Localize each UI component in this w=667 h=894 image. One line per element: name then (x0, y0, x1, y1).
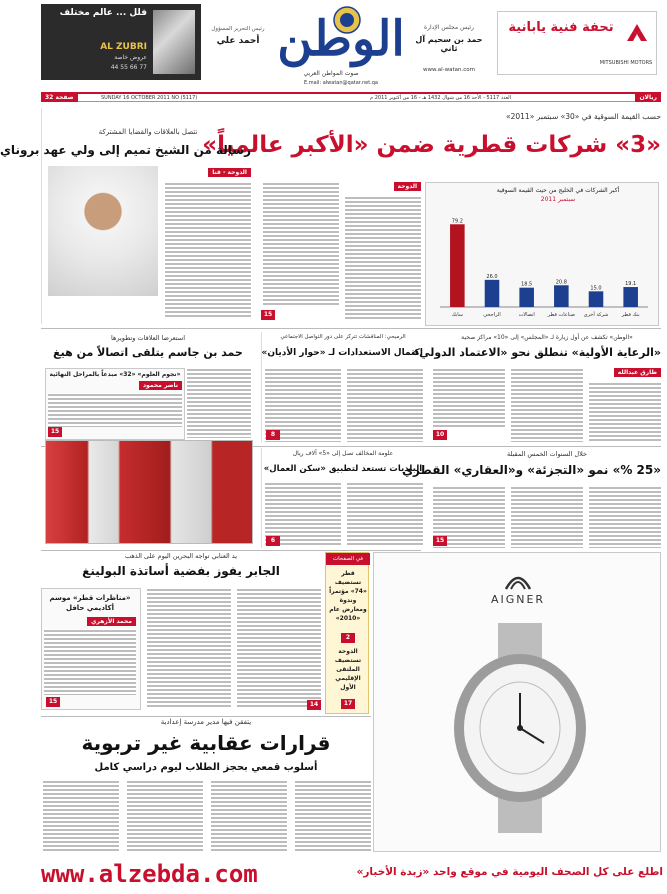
debate-box[interactable] (41, 588, 141, 710)
website[interactable]: www.al-watan.com (423, 67, 475, 73)
chart-value-label: 19.1 (625, 281, 637, 288)
mitsubishi-ad-text: تحفة فنية يابانية (508, 20, 614, 35)
footer-band (35, 858, 667, 894)
market-cap-chart (425, 182, 659, 326)
municipal-text-col1 (347, 482, 423, 546)
email: E.mail: alwatan@qatar.net.qa (303, 80, 379, 86)
hamad-story[interactable] (41, 332, 255, 442)
chart-category-label: شركة أخرى (583, 312, 609, 318)
chart-bar (519, 288, 534, 307)
lead-body (261, 182, 421, 322)
emir-photo (48, 166, 158, 296)
debate-text (44, 629, 136, 695)
chart-category-label: صناعات قطر (547, 312, 576, 318)
emir-headline: رسالة من الشيخ تميم إلى ولي عهد بروناي (0, 143, 251, 157)
pages-badge: صفحة 32 (41, 93, 78, 102)
sidebar-item2-page[interactable]: 17 (341, 699, 355, 709)
mitsubishi-logo-icon (624, 22, 650, 46)
chart-category-label: الراجحي (483, 312, 501, 318)
founder-name: حمد بن سحيم آل ثاني (415, 35, 483, 53)
lead-tag: الدوحة (394, 182, 421, 191)
zubri-line1: عروض خاصة (114, 54, 147, 61)
watch-icon (440, 623, 600, 833)
stars-headline: «نجوم العلوم» «32» مبدعاً بالمراحل النهائية (49, 371, 181, 378)
row-rule-3 (41, 550, 421, 551)
care-author-badge: طارق عبدالله (614, 368, 661, 377)
growth-text-col2 (511, 486, 583, 548)
chart-bar (485, 280, 500, 307)
lead-kicker: حسب القيمة السوقية في «30» سبتمبر «2011» (506, 112, 661, 121)
issue-line-en: SUNDAY 16 OCTOBER 2011 NO (5117) (101, 95, 198, 101)
school-text-col2 (211, 780, 287, 852)
sidebar-band: في الصفحات (326, 553, 370, 565)
school-headline: قرارات عقابية غير تربوية (81, 731, 331, 755)
hamad-text-col1 (187, 368, 251, 438)
school-text-col1 (295, 780, 371, 852)
emir-kicker: تتصل بالعلاقات والقضايا المشتركة (98, 128, 198, 136)
care-headline: «الرعاية الأولية» تنطلق نحو «الاعتماد الدولي» (411, 346, 661, 359)
editor-label: رئيس التحرير المسؤول (211, 26, 265, 32)
chart-value-label: 20.8 (555, 279, 567, 286)
newspaper-logo[interactable]: الوطن (277, 11, 405, 67)
school-kicker: يتفقن فيها مدير مدرسة إعدادية (160, 718, 252, 726)
stars-author: ناصر محمود (139, 381, 182, 390)
zubri-photo (153, 10, 195, 74)
sidebar-item1[interactable]: قطر تستضيف «74» مؤتمراً وندوة ومعارض عام «2010» (329, 570, 367, 622)
municipal-kicker: علومة المخالف تصل إلى «5» آلاف ريال (292, 450, 394, 457)
chart-value-label: 26.0 (486, 273, 498, 280)
tagline: صوت المواطن العربي (303, 70, 359, 77)
zubri-line2: 44 55 66 77 (110, 64, 147, 71)
stars-text (48, 393, 182, 427)
elections-kicker: الرميحي: المناقشات تتركز على دور التواصل الاجتماعي (280, 334, 406, 340)
hamad-headline: حمد بن جاسم يتلقى اتصالاً من هيغ (53, 346, 243, 359)
chart-bar (623, 287, 638, 307)
sports-text-col2 (147, 588, 231, 708)
sports-story[interactable] (41, 552, 321, 714)
elections-headline: اكتمال الاستعدادات لـ «حوار الأديان» (261, 348, 423, 358)
stars-page-number[interactable]: 15 (48, 427, 62, 437)
hamad-kicker: استعرضا العلاقات وتطويرها (110, 334, 186, 342)
sports-photo (45, 440, 253, 544)
chart-category-label: اتصالات (518, 312, 535, 318)
row-rule-4 (41, 716, 371, 717)
row-rule-1 (41, 328, 661, 329)
sidebar-item2[interactable]: الدوحة تستضيف الملتقى الإقليمي الأول (334, 648, 362, 691)
zubri-ad-title: فلل ... عالم مختلف (59, 8, 147, 18)
elections-text-col1 (347, 368, 423, 442)
school-text-col3 (127, 780, 203, 852)
care-text-col2 (511, 368, 583, 442)
chart-category-label: بنك قطر (621, 312, 640, 318)
chart-bar (554, 285, 569, 307)
elections-story[interactable] (261, 332, 427, 442)
municipal-page-number[interactable]: 6 (266, 536, 280, 546)
issue-line: العدد 5117 - الأحد 16 من شوال 1432 هـ - 16 من أكتوبر 2011 م (370, 95, 511, 101)
aigner-logo-icon (502, 571, 534, 591)
chart-value-label: 79.2 (451, 218, 463, 225)
care-text-col1 (589, 382, 661, 442)
care-text-col3 (433, 368, 505, 428)
school-text-col4 (43, 780, 119, 852)
care-author (601, 368, 661, 378)
emir-text (165, 182, 251, 318)
footer-slogan: اطلع على كل الصحف اليومية في موقع واحد «زبدة الأخبار» (356, 866, 663, 878)
editor-name: أحمد علي (216, 36, 260, 46)
elections-page-number[interactable]: 8 (266, 430, 280, 440)
chart-plot (426, 205, 658, 325)
sidebar-teasers (325, 552, 369, 714)
price-badge: ريالان (635, 93, 661, 102)
care-page-number[interactable]: 10 (433, 430, 447, 440)
aigner-brand: AIGNER (490, 593, 546, 606)
growth-kicker: خلال السنوات الخمس المقبلة (506, 450, 588, 458)
mitsubishi-ad[interactable] (497, 11, 657, 75)
sports-text-col1 (237, 588, 321, 708)
chart-subtitle: سبتمبر 2011 (540, 196, 576, 203)
sports-kicker: يد العنابي تواجه البحرين اليوم على الذهب (124, 552, 238, 560)
mitsubishi-brand: MITSUBISHI MOTORS (599, 60, 653, 66)
chart-value-label: 18.5 (521, 281, 533, 288)
masthead (35, 0, 667, 104)
growth-story[interactable] (402, 448, 661, 548)
care-story[interactable] (411, 332, 661, 442)
chart-value-label: 15.0 (590, 285, 602, 292)
debate-author: محمد الأزهري (87, 617, 136, 626)
lead-headline: «3» شركات قطرية ضمن «الأكبر عالمياً» (202, 132, 661, 158)
stars-box[interactable] (45, 368, 185, 440)
sports-page-number[interactable]: 14 (307, 700, 321, 710)
lead-page-number[interactable]: 15 (261, 310, 275, 320)
school-story[interactable] (41, 718, 371, 854)
lead-text-col1 (345, 196, 421, 320)
growth-text-col1 (589, 486, 661, 548)
founder-label: رئيس مجلس الإدارة (423, 24, 475, 31)
municipal-story[interactable] (261, 448, 427, 548)
chart-category-label: سابك (451, 312, 463, 318)
growth-page-number[interactable]: 15 (433, 536, 447, 546)
school-subheadline: أسلوب قمعي بحجز الطلاب ليوم دراسي كامل (94, 762, 318, 773)
footer-watermark[interactable]: www.alzebda.com (41, 860, 258, 888)
municipal-headline: البلديات تستعد لتطبيق «سكن العمال» (263, 464, 423, 474)
debate-page-number[interactable]: 15 (46, 697, 60, 707)
lead-text-col2 (263, 182, 339, 306)
sidebar-item1-page[interactable]: 2 (341, 633, 355, 643)
chart-title: أكبر الشركات في الخليج من حيث القيمة السوقية (496, 187, 620, 194)
chart-bar (589, 291, 604, 307)
chart-bar (450, 224, 465, 307)
care-kicker: «الوطن» تكشف عن أول زيارة لـ «المجلس» إلى «10» مراكز صحية (461, 334, 633, 341)
emir-tag: الدوحة - قنا (208, 168, 251, 177)
zubri-ad[interactable] (41, 4, 201, 80)
issue-strip (41, 92, 661, 102)
sports-headline: الجابر يفوز بفضية أساتذة البولينغ (82, 564, 280, 578)
zubri-brand: AL ZUBRI (100, 42, 147, 52)
aigner-ad[interactable] (373, 552, 661, 852)
emir-story[interactable] (0, 108, 255, 324)
debate-headline: «مناظرات قطر» موسم أكاديمي حافل (49, 594, 131, 612)
growth-headline: «25 %» نمو «التجزئة» و«العقاري» القطري (402, 463, 661, 477)
editor-block (207, 26, 269, 76)
